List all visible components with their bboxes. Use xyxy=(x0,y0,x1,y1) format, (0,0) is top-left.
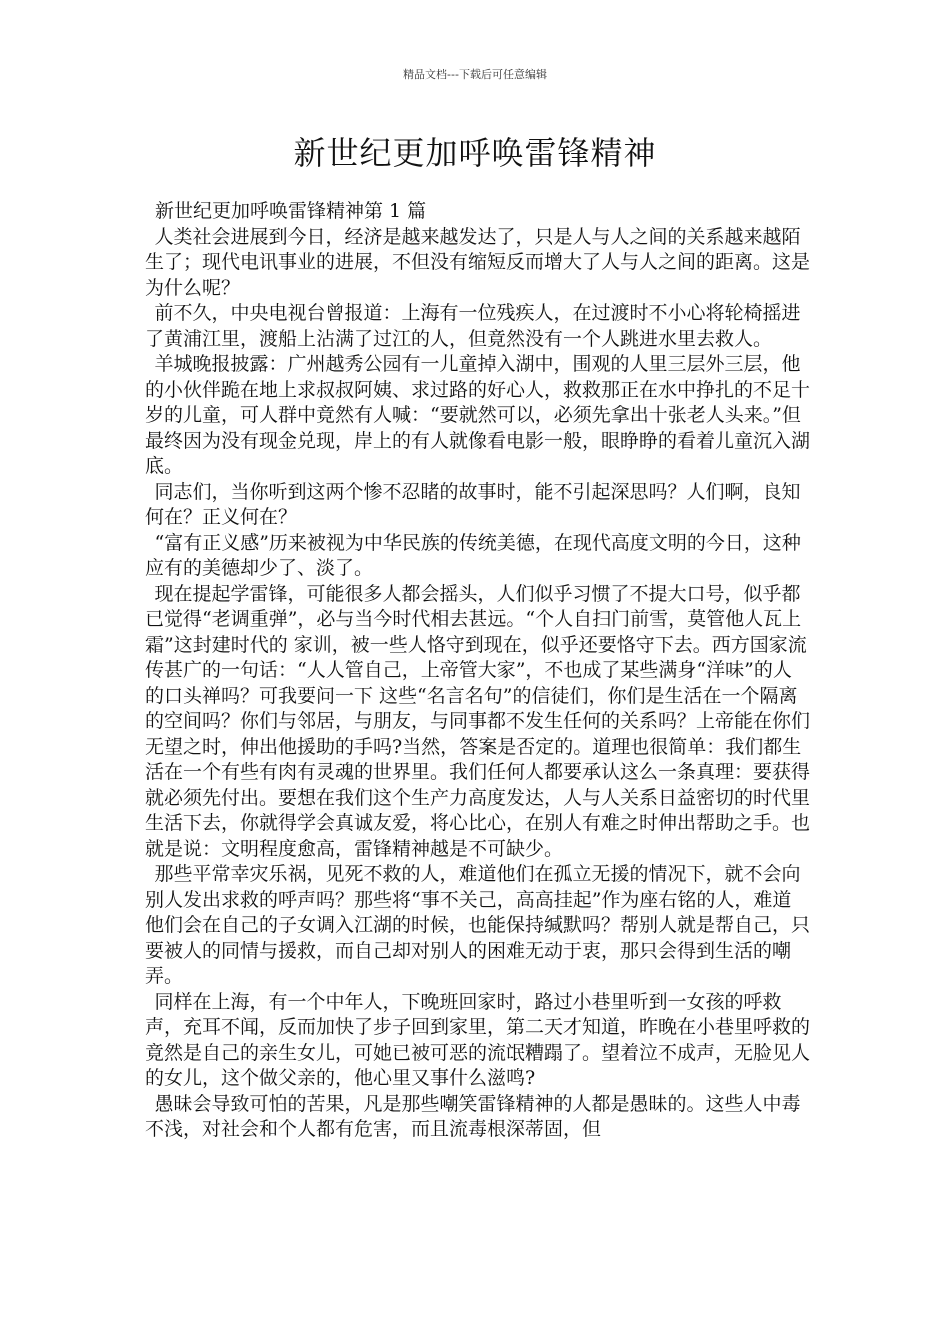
paragraph-9: 愚昧会导致可怕的苦果，凡是那些嘲笑雷锋精神的人都是愚昧的。这些人中毒不浅，对社会和个人都有危害，而且流毒根深蒂固，但 xyxy=(145,1092,801,1140)
paragraph-4: 同志们，当你听到这两个惨不忍睹的故事时，能不引起深思吗？人们啊，良知何在？正义何在？ xyxy=(145,480,801,528)
paragraph-8: 同样在上海，有一个中年人，下晚班回家时，路过小巷里听到一女孩的呼救声，充耳不闻，反而加快了步子回到家里，第二天才知道，昨晚在小巷里呼救的竟然是自己的亲生女儿，可她已被可恶的流氓糟蹋了。望着泣不成声，无脸见人的女儿，这个做父亲的，他心里又事什么滋鸣? xyxy=(145,990,811,1089)
document-title: 新世纪更加呼唤雷锋精神 xyxy=(293,134,657,172)
document-body xyxy=(145,199,810,1143)
paragraph-1: 人类社会进展到今日，经济是越来越发达了，只是人与人之间的关系越来越陌生了；现代电讯事业的进展，不但没有缩短反而增大了人与人之间的距离。这是为什么呢？ xyxy=(145,225,811,299)
paragraph-2: 前不久，中央电视台曾报道：上海有一位残疾人，在过渡时不小心将轮椅摇进了黄浦江里，渡船上沾满了过江的人，但竟然没有一个人跳进水里去救人。 xyxy=(145,302,801,350)
article-subtitle: 新世纪更加呼唤雷锋精神第 1 篇 xyxy=(155,200,427,222)
paragraph-5: “富有正义感”历来被视为中华民族的传统美德，在现代高度文明的今日，这种应有的美德却少了、淡了。 xyxy=(145,531,801,579)
paragraph-7: 那些平常幸灾乐祸，见死不救的人，难道他们在孤立无援的情况下，就不会向别人发出求救的呼声吗？那些将“事不关己，高高挂起”作为座右铭的人，难道他们会在自己的子女调入江湖的时候，也能保持缄默吗？帮别人就是帮自己，只要被人的同情与援救，而自己却对别人的困难无动于衷，那只会得到生活的嘲弄。 xyxy=(145,863,811,987)
document-header-note: 精品文档---下载后可任意编辑 xyxy=(403,68,547,81)
paragraph-3: 羊城晚报披露：广州越秀公园有一儿童掉入湖中，围观的人里三层外三层，他的小伙伴跪在地上求叔叔阿姨、求过路的好心人，救救那正在水中挣扎的不足十岁的儿童，可人群中竟然有人喊：“要就然可以，必须先拿出十张老人头来。”但最终因为没有现金兑现，岸上的有人就像看电影一般，眼睁睁的看着儿童沉入湖底。 xyxy=(145,353,811,477)
paragraph-6: 现在提起学雷锋，可能很多人都会摇头，人们似乎习惯了不提大口号，似乎都已觉得“老调重弹”，必与当今时代相去甚远。“个人自扫门前雪，莫管他人瓦上霜”这封建时代的 家训，被一些人恪守到现在，似乎还要恪守下去。西方国家流传甚广的一句话：“人人管自己，上帝管大家”，不也成了某些满身“洋味”的人的口头禅吗？可我要问一下 这些“名言名句”的信徒们，你们是生活在一个隔离的空间吗？你们与邻居，与朋友，与同事都不发生任何的关系吗？上帝能在你们无望之时，伸出他援助的手吗?当然，答案是否定的。道理也很简单：我们都生活在一个有些有肉有灵魂的世界里。我们任何人都要承认这么一条真理：要获得就必须先付出。要想在我们这个生产力高度发达，人与人关系日益密切的时代里生活下去，你就得学会真诚友爱，将心比心，在别人有难之时伸出帮助之手。也就是说：文明程度愈高，雷锋精神越是不可缺少。 xyxy=(145,582,811,860)
